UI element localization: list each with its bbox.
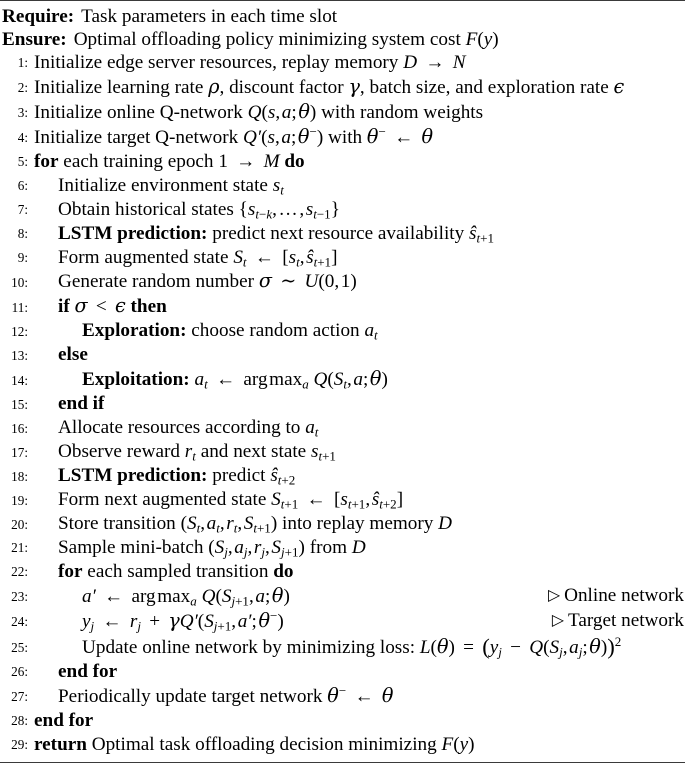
line-content: Store transition ($S_t$, $a_t$, $r_t$, $S_{t+1}$) into replay memory D: [58, 513, 452, 536]
algorithm-line-9: [0, 247, 685, 271]
algorithm-line-22: [0, 561, 685, 585]
line-number: 8:: [17, 226, 28, 242]
algorithm-lines: [0, 6, 685, 758]
algorithm-line-15: [0, 393, 685, 417]
line-content: Initialize environment state $s_t$: [58, 174, 284, 198]
line-content: LSTM prediction: predict next resource availability $ŝ_{t+1}$: [58, 222, 495, 246]
comment-text: Target network: [567, 609, 684, 631]
line-number: 12:: [11, 323, 28, 339]
line-comment: [552, 610, 684, 634]
line-content: Exploration: choose random action $a_t$: [82, 320, 378, 344]
algorithm-line-23: [0, 585, 685, 610]
line-number: 13:: [11, 347, 28, 363]
require-keyword: Require:: [2, 6, 75, 27]
line-number: 1:: [17, 55, 28, 71]
line-content: Obtain historical states {$s_{t-k}$, … , $s_{t-1}$}: [58, 198, 340, 222]
line-number: 4:: [17, 130, 28, 146]
algorithm-line-27: [0, 682, 685, 710]
line-content: for each training epoch 1 → M do: [34, 150, 305, 172]
line-number: 18:: [11, 468, 28, 484]
algorithm-line-17: [0, 441, 685, 465]
line-content: Sample mini-batch ($S_j$, $a_j$, $r_j$, $S_{j+1}$) from D: [58, 536, 366, 560]
line-number: 29:: [11, 737, 28, 753]
algorithm-line-28: [0, 710, 685, 734]
line-content: Observe reward $r_t$ and next state $s_{t+1}$: [58, 441, 336, 464]
comment-text: Online network: [564, 584, 684, 606]
top-rule: [0, 0, 685, 1]
algorithm-line-21: [0, 537, 685, 561]
algorithm-line-8: [0, 223, 685, 247]
line-content: Update online network by minimizing loss: $L(\theta) = (y_j - Q(S_j$, $a_j$; θ))$^2$: [82, 633, 622, 660]
line-content: Initialize learning rate ρ, discount factor γ, batch size, and exploration rate ϵ: [34, 74, 625, 98]
line-content: end for: [58, 660, 118, 682]
ensure-keyword: Ensure:: [2, 28, 67, 50]
line-number: 22:: [11, 564, 28, 580]
require-text: Task parameters in each time slot: [81, 6, 338, 27]
line-content: if σ < ϵ then: [58, 294, 167, 318]
algorithm-line-5: [0, 151, 685, 175]
algorithm-line-10: [0, 270, 685, 295]
line-content: Form augmented state $S_t$ ← [$s_t$, $ŝ_{t+1}$]: [58, 246, 338, 270]
algorithm-line-29: [0, 734, 685, 758]
algorithm-line-11: [0, 295, 685, 320]
algorithm-line-25: [0, 635, 685, 661]
line-number: 25:: [11, 640, 28, 656]
line-content: Form next augmented state $S_{t+1}$ ← [$s_{t+1}$, $ŝ_{t+2}$]: [58, 489, 404, 512]
algorithm-line-18: [0, 465, 685, 489]
line-content: LSTM prediction: predict $ŝ_{t+2}$: [58, 465, 296, 488]
line-number: 21:: [11, 540, 28, 556]
require-row: [0, 6, 685, 29]
line-content: else: [58, 344, 88, 366]
line-content: a′ ← arg $\max_a Q(S_{j+1}$, a; θ) ▷ Online network: [82, 583, 684, 609]
algorithm-line-2: [0, 76, 685, 101]
algorithm-line-4: [0, 123, 685, 151]
line-content: $y_j$ ← $r_j + \gamma Q'(S_{j+1}$, a′; θ−) ▷ Target network: [82, 608, 684, 634]
line-number: 19:: [11, 492, 28, 508]
algorithm-line-12: [0, 320, 685, 344]
algorithm-line-24: [0, 610, 685, 635]
comment-triangle-icon: ▷: [547, 586, 561, 604]
line-number: 9:: [17, 250, 28, 266]
line-number: 15:: [11, 396, 28, 412]
line-number: 27:: [11, 689, 28, 705]
bottom-rule: [0, 762, 685, 763]
algorithm-line-20: [0, 513, 685, 537]
line-content: Initialize target Q-network Q′(s, a; θ−) with θ− ← θ: [34, 123, 434, 148]
line-number: 14:: [11, 372, 28, 388]
algorithm-line-19: [0, 489, 685, 513]
line-content: Periodically update target network θ− ← θ: [58, 682, 394, 707]
line-number: 16:: [11, 420, 28, 436]
line-content: Allocate resources according to $a_t$: [58, 417, 319, 440]
ensure-row: [0, 29, 685, 52]
algorithm-line-1: [0, 52, 685, 76]
algorithm-line-6: [0, 175, 685, 199]
line-comment: [548, 585, 684, 609]
line-number: 3:: [17, 105, 28, 121]
line-number: 20:: [11, 516, 28, 532]
line-number: 17:: [11, 444, 28, 460]
line-content: end if: [58, 393, 105, 415]
line-content: Initialize online Q-network Q(s, a; θ) with random weights: [34, 99, 484, 123]
algorithm-line-26: [0, 661, 685, 685]
line-content: return Optimal task offloading decision minimizing F(y): [34, 733, 475, 755]
line-number: 7:: [17, 202, 28, 218]
algorithm-line-13: [0, 344, 685, 368]
line-number: 24:: [11, 614, 28, 630]
algorithm-line-3: [0, 101, 685, 126]
algorithm-line-7: [0, 199, 685, 223]
line-number: 28:: [11, 713, 28, 729]
line-number: 2:: [17, 80, 28, 96]
line-number: 5:: [17, 154, 28, 170]
line-number: 10:: [11, 274, 28, 290]
line-number: 11:: [11, 299, 28, 315]
algorithm-line-14: [0, 368, 685, 393]
comment-triangle-icon: ▷: [551, 611, 564, 629]
ensure-text: Optimal offloading policy minimizing system cost F(y): [73, 28, 499, 50]
line-content: Generate random number σ ∼ U(0, 1): [58, 269, 357, 293]
line-content: Initialize edge server resources, replay memory D → N: [34, 51, 466, 73]
line-content: end for: [34, 709, 94, 731]
line-number: 23:: [11, 589, 28, 605]
algorithm-line-16: [0, 417, 685, 441]
line-number: 26:: [11, 664, 28, 680]
line-content: Exploitation: $a_t$ ← arg $\max_a Q(S_t$, a; θ): [82, 367, 388, 392]
line-number: 6:: [17, 178, 28, 194]
line-content: for each sampled transition do: [58, 560, 294, 582]
